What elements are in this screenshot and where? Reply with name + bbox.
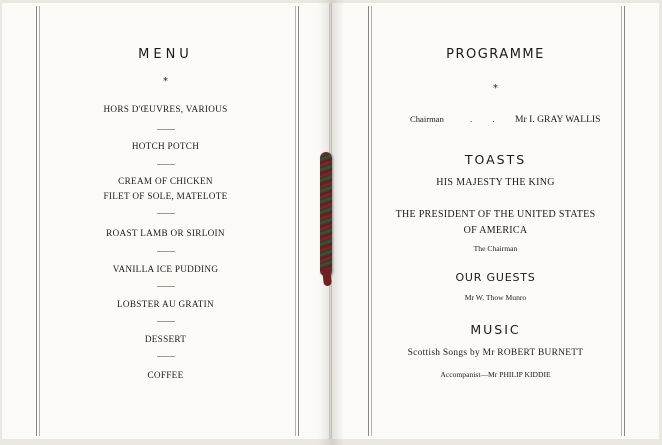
menu-item-vanilla-ice-pudding: VANILLA ICE PUDDING xyxy=(112,264,219,274)
menu-divider xyxy=(157,286,175,287)
menu-star-ornament: * xyxy=(163,76,168,87)
menu-item-hotch-potch: HOTCH POTCH xyxy=(131,141,200,151)
music-accompanist: Accompanist—Mr PHILIP KIDDIE xyxy=(440,370,551,379)
menu-divider xyxy=(157,129,175,130)
menu-item-coffee: COFFEE xyxy=(147,370,184,380)
programme-page xyxy=(331,3,659,439)
toast-president-line2: OF AMERICA xyxy=(463,225,528,236)
menu-item-hors-doeuvres: HORS D'ŒUVRES, VARIOUS xyxy=(103,104,228,114)
programme-title: PROGRAMME xyxy=(446,47,545,62)
music-scottish-songs: Scottish Songs by Mr ROBERT BURNETT xyxy=(407,348,584,358)
menu-page xyxy=(2,3,330,439)
menu-divider xyxy=(157,251,175,252)
menu-divider xyxy=(157,164,175,165)
programme-star-ornament: * xyxy=(493,83,498,94)
chairman-leader-dots: . . xyxy=(470,114,504,124)
menu-divider xyxy=(157,213,175,214)
toast-president-proposer: The Chairman xyxy=(473,244,518,253)
tartan-ribbon xyxy=(320,152,332,276)
menu-item-filet-of-sole: FILET OF SOLE, MATELOTE xyxy=(103,191,228,201)
menu-title: MENU xyxy=(138,47,193,62)
chairman-name: Mr I. GRAY WALLIS xyxy=(515,114,601,125)
chairman-label: Chairman xyxy=(410,114,444,124)
menu-divider xyxy=(157,356,175,357)
toasts-heading: TOASTS xyxy=(464,152,527,167)
menu-item-lobster-au-gratin: LOBSTER AU GRATIN xyxy=(117,299,214,309)
menu-item-dessert: DESSERT xyxy=(144,334,187,344)
music-heading: MUSIC xyxy=(470,322,521,337)
our-guests-proposer: Mr W. Thow Munro xyxy=(464,293,527,302)
menu-divider xyxy=(157,321,175,322)
toast-president-line1: THE PRESIDENT OF THE UNITED STATES xyxy=(395,209,596,220)
our-guests-heading: OUR GUESTS xyxy=(455,271,536,284)
toast-his-majesty: HIS MAJESTY THE KING xyxy=(436,177,555,188)
menu-item-cream-of-chicken: CREAM OF CHICKEN xyxy=(118,176,213,186)
menu-item-roast-lamb: ROAST LAMB OR SIRLOIN xyxy=(106,228,225,238)
chairman-row xyxy=(332,114,659,128)
